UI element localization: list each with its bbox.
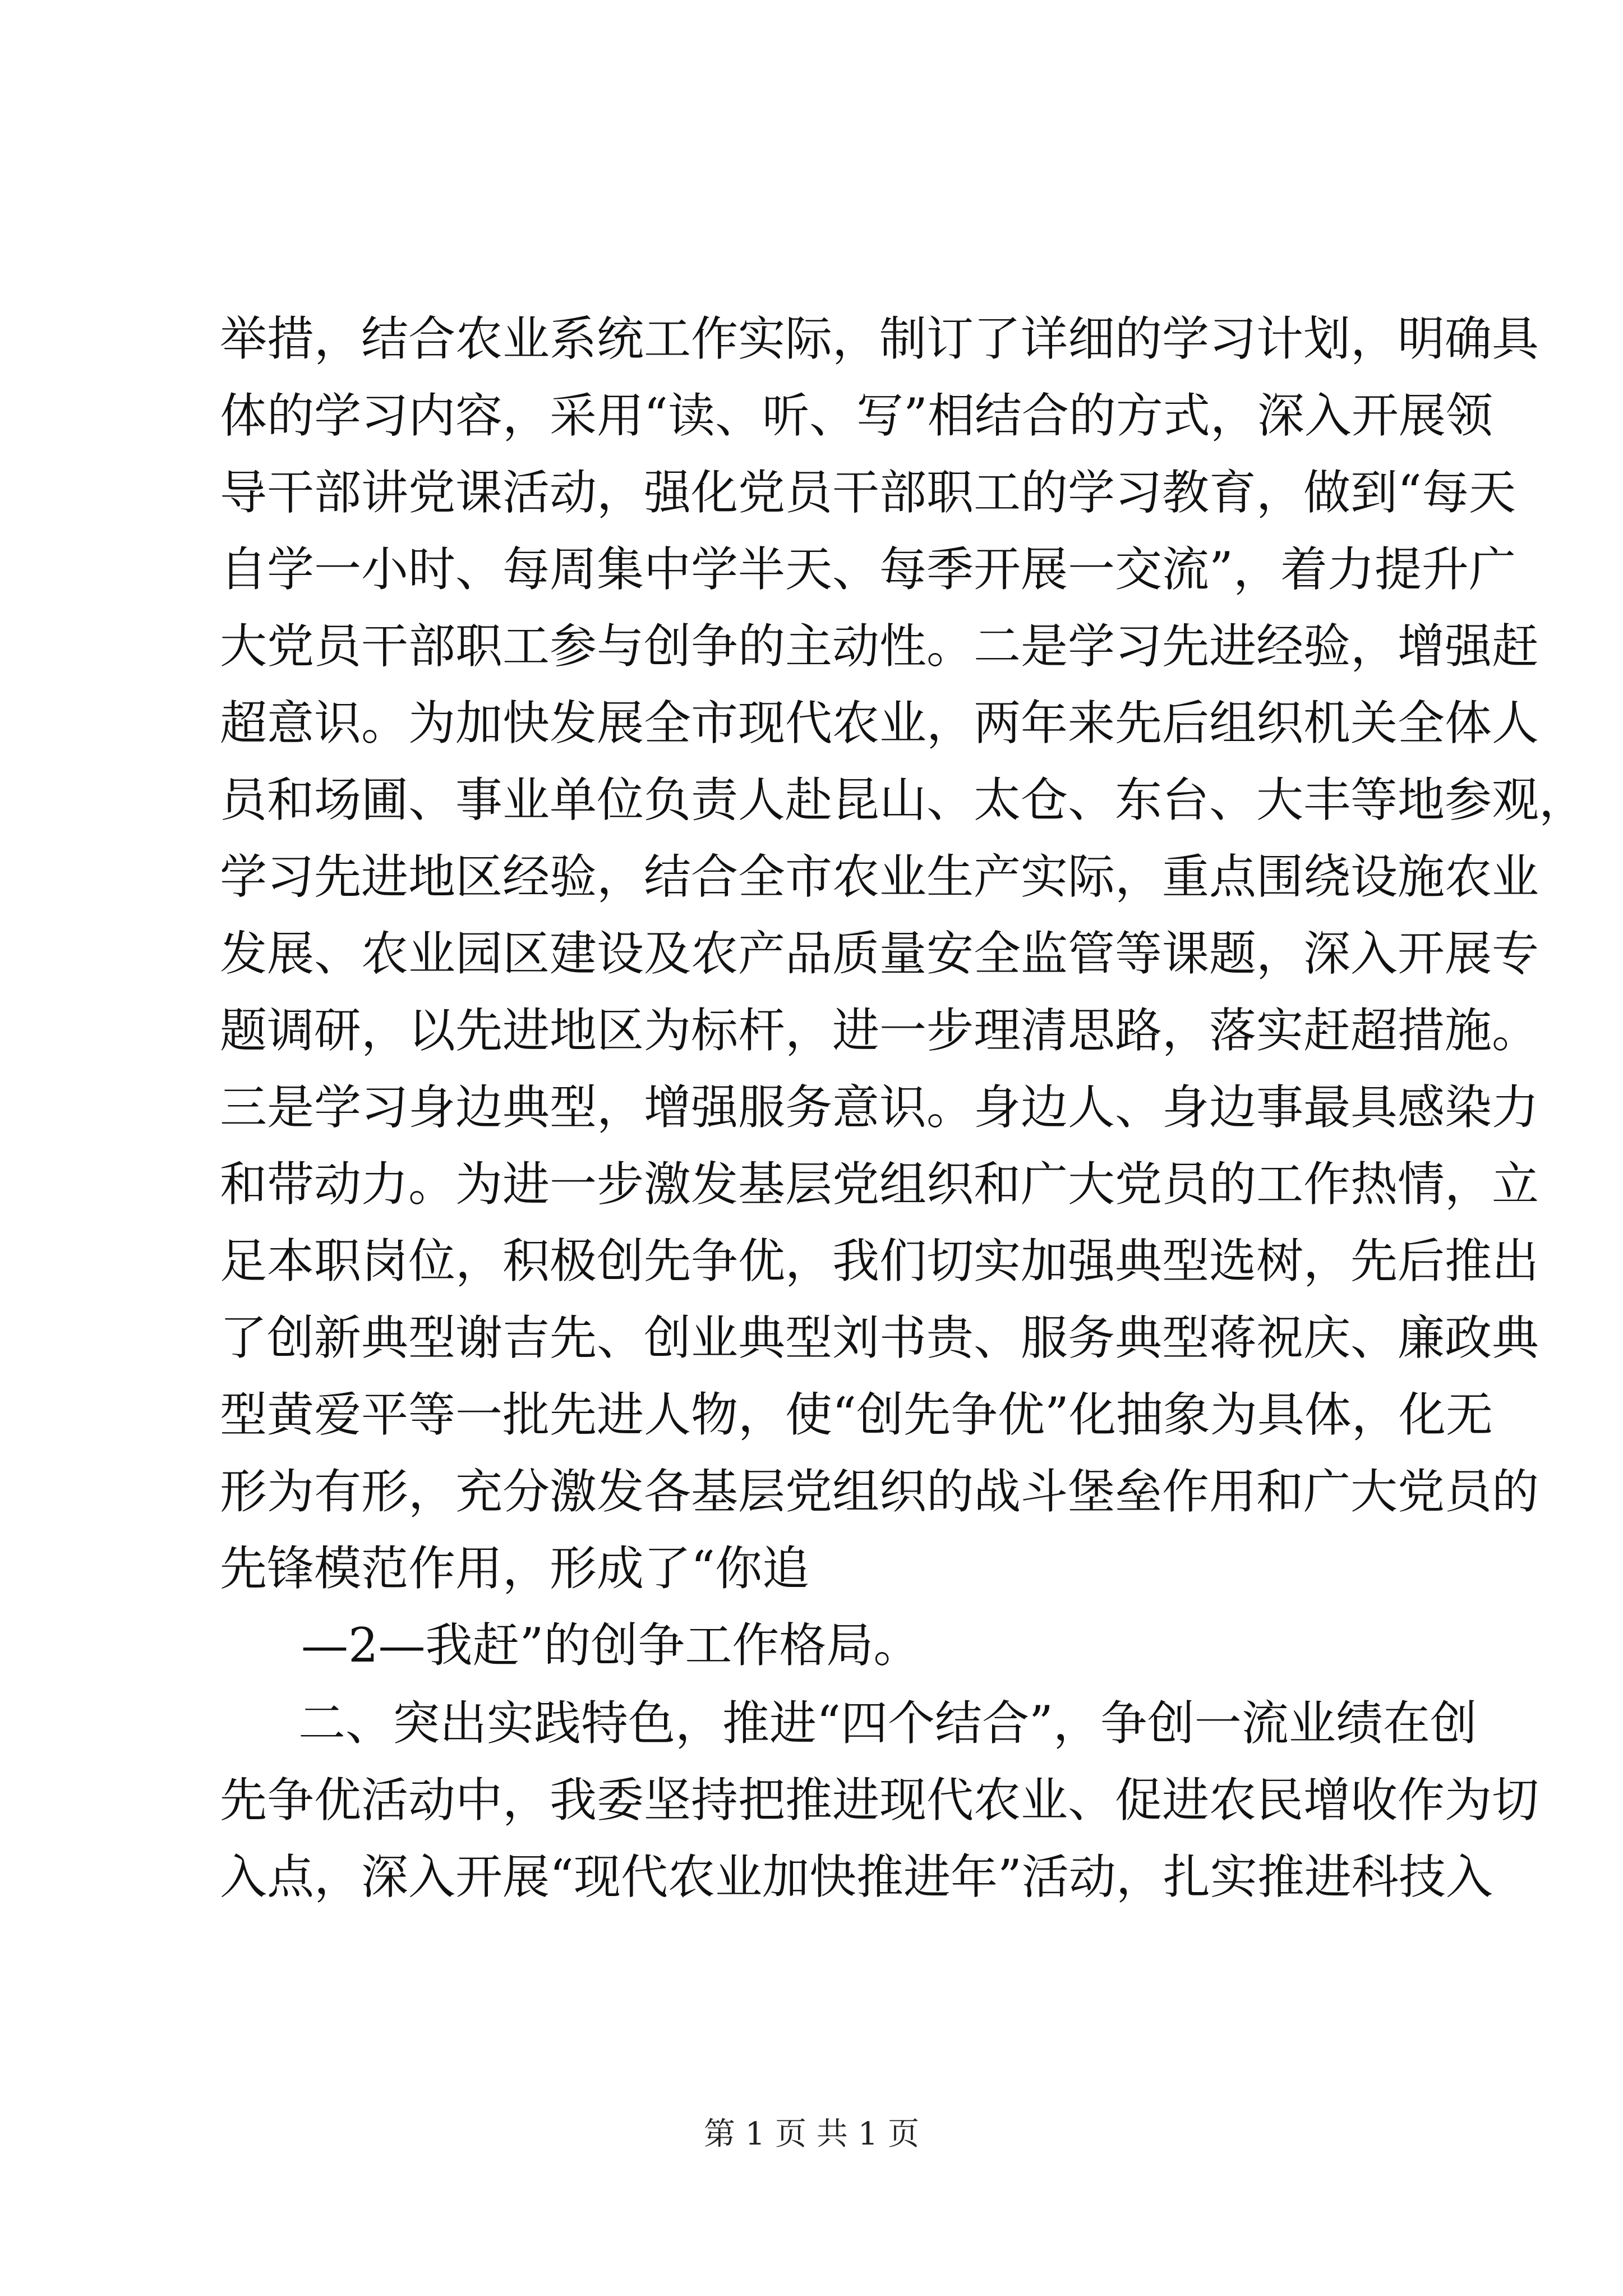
text-line: 入点，深入开展“现代农业加快推进年”活动，扎实推进科技入 [220, 1849, 1493, 1904]
text-line: 大党员干部职工参与创争的主动性。二是学习先进经验，增强赶 [220, 619, 1539, 674]
text-line: 员和场圃、事业单位负责人赴昆山、太仓、东台、大丰等地参观， [220, 772, 1587, 827]
text-line: 体的学习内容，采用“读、听、写”相结合的方式，深入开展领 [220, 388, 1493, 443]
text-line: 和带动力。为进一步激发基层党组织和广大党员的工作热情，立 [220, 1157, 1539, 1212]
page-footer: 第 1 页 共 1 页 [703, 2116, 920, 2152]
section-heading-line: 二、突出实践特色，推进“四个结合”，争创一流业绩在创 [298, 1696, 1477, 1751]
text-line: 足本职岗位，积极创先争优，我们切实加强典型选树，先后推出 [220, 1234, 1539, 1289]
text-line: 先锋模范作用，形成了“你追 [220, 1541, 809, 1596]
text-line: 发展、农业园区建设及农产品质量安全监管等课题，深入开展专 [220, 926, 1539, 981]
text-line: 先争优活动中，我委坚持把推进现代农业、促进农民增收作为切 [220, 1773, 1539, 1828]
text-line: —2—我赶”的创争工作格局。 [301, 1618, 921, 1673]
text-line: 超意识。为加快发展全市现代农业，两年来先后组织机关全体人 [220, 696, 1539, 751]
text-line: 导干部讲党课活动，强化党员干部职工的学习教育，做到“每天 [220, 465, 1516, 520]
text-line: 举措，结合农业系统工作实际，制订了详细的学习计划，明确具 [220, 311, 1539, 366]
text-line: 题调研，以先进地区为标杆，进一步理清思路，落实赶超措施。 [220, 1003, 1539, 1058]
text-line: 形为有形，充分激发各基层党组织的战斗堡垒作用和广大党员的 [220, 1464, 1539, 1519]
text-line: 自学一小时、每周集中学半天、每季开展一交流”，着力提升广 [220, 542, 1516, 597]
text-line: 三是学习身边典型，增强服务意识。身边人、身边事最具感染力 [220, 1080, 1539, 1135]
text-line: 型黄爱平等一批先进人物，使“创先争优”化抽象为具体，化无 [220, 1387, 1493, 1442]
text-line: 了创新典型谢吉先、创业典型刘书贵、服务典型蒋祝庆、廉政典 [220, 1310, 1539, 1365]
text-line: 学习先进地区经验，结合全市农业生产实际，重点围绕设施农业 [220, 849, 1539, 904]
